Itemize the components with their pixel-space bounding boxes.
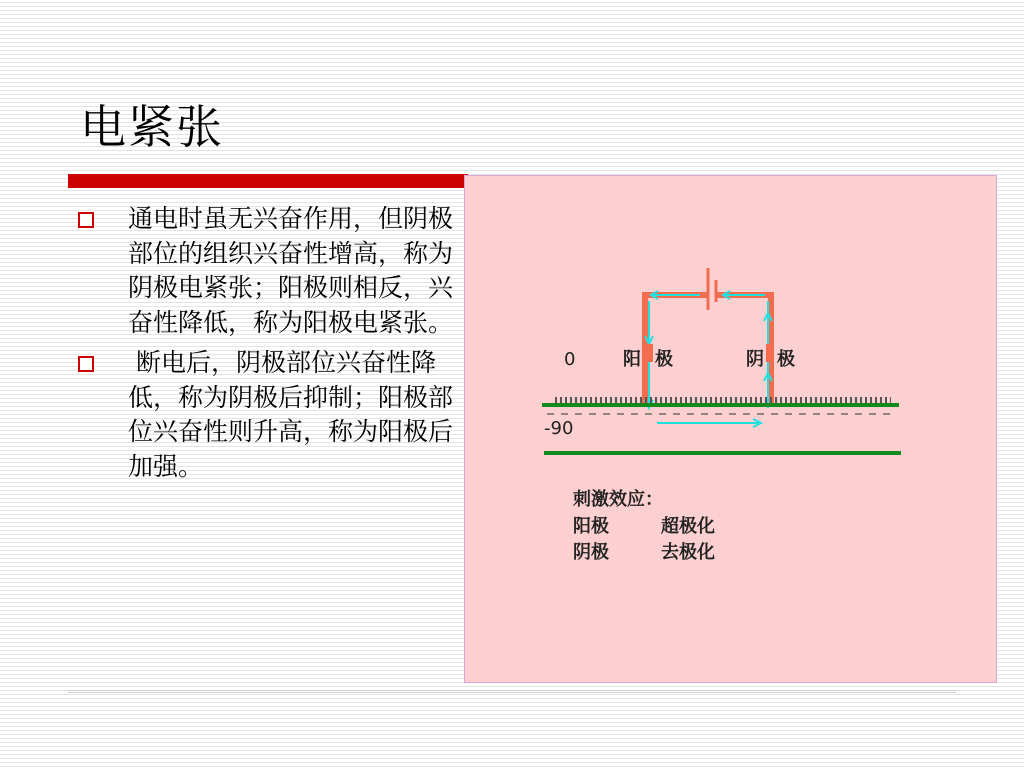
bullet-item-2 bbox=[76, 346, 456, 484]
bullet-text-2: 断电后，阴极部位兴奋性降低，称为阴极后抑制；阳极部位兴奋性则升高，称为阳极后加强。 bbox=[128, 348, 454, 481]
battery-icon bbox=[708, 268, 716, 310]
square-bullet-icon bbox=[78, 356, 94, 372]
bullet-item-1 bbox=[76, 202, 456, 340]
cathode-contact bbox=[766, 344, 774, 362]
electrotonus-figure bbox=[464, 175, 997, 683]
anode-label-1: 阳 bbox=[623, 349, 641, 370]
square-bullet-icon bbox=[78, 212, 94, 228]
title-rule-red bbox=[68, 174, 468, 188]
row2-effect: 去极化 bbox=[661, 542, 715, 563]
electrotonus-diagram bbox=[465, 176, 996, 682]
bullet-list bbox=[76, 202, 456, 490]
bottom-rule bbox=[68, 690, 956, 693]
stimulation-effect-title: 刺激效应： bbox=[573, 489, 663, 510]
minus-90-label: -90 bbox=[544, 418, 574, 439]
row1-effect: 超极化 bbox=[661, 516, 715, 537]
slide-title: 电紧张 bbox=[80, 100, 224, 154]
anode-contact bbox=[645, 344, 653, 362]
cathode-label-1: 阴 bbox=[746, 349, 764, 370]
row1-electrode: 阳极 bbox=[573, 516, 609, 537]
cathode-label-2: 极 bbox=[777, 349, 795, 370]
anode-label-2: 极 bbox=[655, 349, 673, 370]
bullet-text-1: 通电时虽无兴奋作用，但阴极部位的组织兴奋性增高，称为阴极电紧张；阳极则相反，兴奋性降低，称为阳极电紧张。 bbox=[128, 204, 454, 337]
zero-label: 0 bbox=[564, 349, 576, 370]
row2-electrode: 阴极 bbox=[573, 542, 609, 563]
